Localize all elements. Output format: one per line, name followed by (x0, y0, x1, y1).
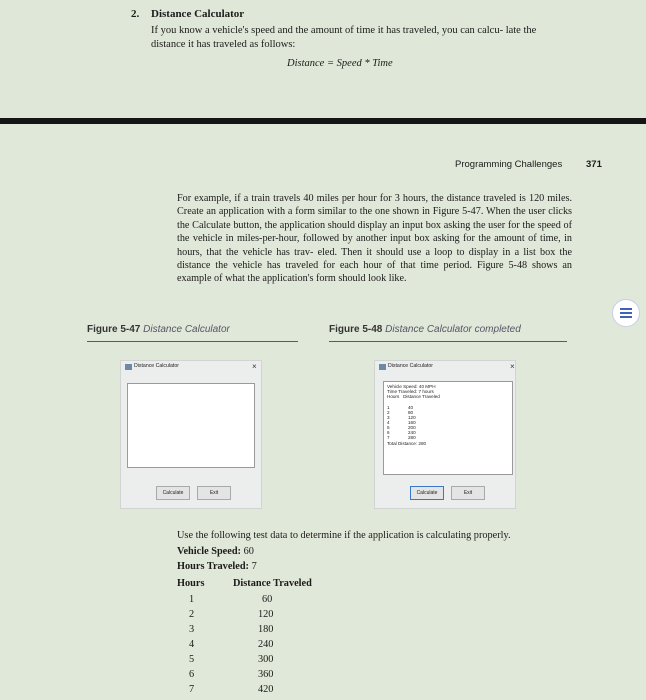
listbox-distance: 120 (408, 415, 416, 420)
calculate-button[interactable]: Calculate (156, 486, 190, 500)
listbox-line: Vehicle Speed: 40 MPH (387, 384, 436, 389)
figure-number: Figure 5-48 (329, 324, 383, 335)
figure-number: Figure 5-47 (87, 324, 141, 335)
listbox-hour: 7 (387, 435, 390, 440)
exit-button[interactable]: Exit (197, 486, 231, 500)
listbox-hour: 5 (387, 425, 390, 430)
test-data-intro: Use the following test data to determine if the application is calculating properly. (177, 530, 511, 541)
vehicle-speed-line (177, 546, 254, 557)
table-distance: 360 (258, 669, 274, 680)
listbox-total: Total Distance: 280 (387, 441, 427, 446)
table-hour: 1 (189, 594, 195, 605)
listbox-distance: 240 (408, 430, 416, 435)
exit-button[interactable]: Exit (451, 486, 485, 500)
figure-5-48-caption (329, 324, 567, 342)
figure-title: Distance Calculator completed (385, 324, 521, 335)
question-title: Distance Calculator (151, 8, 245, 20)
listbox-distance: 40 (408, 405, 414, 410)
hours-traveled-label: Hours Traveled: (177, 561, 249, 572)
figure-title: Distance Calculator (143, 324, 230, 335)
hours-traveled-line (177, 561, 257, 572)
table-distance: 120 (258, 609, 274, 620)
window-title: Distance Calculator (388, 363, 433, 369)
listbox-distance: 80 (408, 410, 414, 415)
paragraph-text: For example, if a train travels 40 miles per hour for 3 hours, the distance traveled is 120 miles. Create an application with a form similar to the one shown in Figure 5-47. When the user clicks the Calculate button, the application should display an input box asking the user for the speed of the vehicle in miles-per-hour, followed by another input box asking for the amount of time, in hours, that the vehicle has trav- eled. Then it should use a loop to display in a list box the distance the vehicle has traveled for each hour of that time period. Figure 5-48 shows an example of what the application's form should look like. (177, 193, 572, 285)
table-hour: 4 (189, 639, 195, 650)
window-title: Distance Calculator (134, 363, 179, 369)
listbox-distance: 280 (408, 435, 416, 440)
calculate-button[interactable]: Calculate (410, 486, 444, 500)
column-header-hours: Hours (177, 578, 205, 589)
table-hour: 2 (189, 609, 195, 620)
distance-calculator-window-empty (120, 360, 262, 509)
listbox-hour: 6 (387, 430, 390, 435)
listbox-distance: 200 (408, 425, 416, 430)
menu-icon (620, 308, 632, 320)
table-distance: 60 (262, 594, 273, 605)
vehicle-speed-value: 60 (243, 546, 254, 557)
menu-button[interactable] (612, 299, 640, 327)
distance-calculator-window-completed (374, 360, 516, 509)
distance-formula: Distance = Speed * Time (287, 58, 393, 69)
running-header: Programming Challenges (455, 159, 563, 170)
listbox-distance: 160 (408, 420, 416, 425)
vehicle-speed-label: Vehicle Speed: (177, 546, 241, 557)
table-distance: 180 (258, 624, 274, 635)
window-titlebar (121, 361, 261, 375)
close-icon[interactable]: × (252, 362, 257, 371)
table-distance: 300 (258, 654, 274, 665)
table-hour: 6 (189, 669, 195, 680)
listbox-hour: 2 (387, 410, 390, 415)
close-icon[interactable]: × (510, 362, 515, 371)
question-number: 2. (131, 8, 140, 20)
column-header-distance: Distance Traveled (233, 578, 312, 589)
hours-traveled-value: 7 (251, 561, 257, 572)
table-hour: 3 (189, 624, 195, 635)
window-app-icon (379, 364, 386, 370)
table-hour: 5 (189, 654, 195, 665)
listbox-hour: 4 (387, 420, 390, 425)
question-body: If you know a vehicle's speed and the amount of time it has traveled, you can calcu- late the distance it has traveled as follows: (151, 25, 537, 50)
table-distance: 420 (258, 684, 274, 695)
page-number: 371 (586, 159, 602, 170)
listbox-line: Time Traveled: 7 hours (387, 389, 434, 394)
window-titlebar (375, 361, 515, 375)
listbox-line: Hours Distance Traveled (387, 394, 440, 399)
table-hour: 7 (189, 684, 195, 695)
listbox-hour: 1 (387, 405, 390, 410)
listbox-hour: 3 (387, 415, 390, 420)
distance-listbox[interactable] (127, 383, 255, 468)
distance-listbox[interactable] (383, 381, 513, 475)
body-paragraph (177, 192, 572, 286)
table-distance: 240 (258, 639, 274, 650)
figure-5-47-caption (87, 324, 298, 342)
question-section (0, 0, 646, 116)
window-app-icon (125, 364, 132, 370)
textbook-page (0, 124, 646, 700)
